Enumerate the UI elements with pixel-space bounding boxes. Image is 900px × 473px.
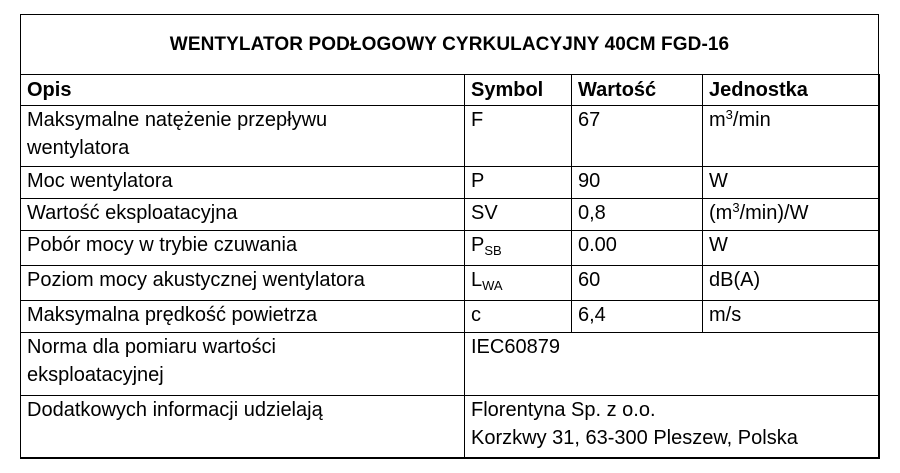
unit-sup: 3 [732,200,740,215]
header-jednostka: Jednostka [703,75,880,106]
cell-symbol: SV [465,199,572,231]
cell-symbol: P [465,167,572,199]
cell-wartosc: 90 [572,167,703,199]
header-symbol: Symbol [465,75,572,106]
unit-rest: /min)/W [739,202,809,224]
table-row [21,167,880,199]
cell-symbol: F [465,106,572,167]
table-row [21,231,880,266]
table-title: WENTYLATOR PODŁOGOWY CYRKULACYJNY 40CM FGD-16 [21,15,878,75]
cell-jednostka [703,106,880,167]
table-row [21,106,880,167]
cell-symbol: c [465,301,572,333]
table-row [21,396,880,459]
cell-symbol [465,231,572,266]
cell-norma: IEC60879 [465,333,880,396]
symbol-sub: WA [482,278,503,293]
unit-pre: (m [709,202,733,224]
unit-sup: 3 [725,107,733,122]
spec-table [20,74,880,459]
cell-opis: Pobór mocy w trybie czuwania [21,231,465,266]
cell-wartosc: 60 [572,266,703,301]
spec-table-frame [20,14,879,458]
cell-opis: Norma dla pomiaru wartości eksploatacyjnej [21,333,465,396]
table-row [21,333,880,396]
symbol-main: L [471,269,483,291]
table-row [21,199,880,231]
symbol-main: P [471,234,485,256]
unit-rest: /min [732,109,771,131]
cell-jednostka: dB(A) [703,266,880,301]
cell-opis: Wartość eksploatacyjna [21,199,465,231]
cell-jednostka: W [703,231,880,266]
cell-wartosc: 0,8 [572,199,703,231]
header-opis: Opis [21,75,465,106]
cell-opis: Maksymalna prędkość powietrza [21,301,465,333]
cell-opis: Moc wentylatora [21,167,465,199]
header-wartosc: Wartość [572,75,703,106]
cell-jednostka: m/s [703,301,880,333]
cell-jednostka: W [703,167,880,199]
cell-jednostka [703,199,880,231]
table-row [21,266,880,301]
table-row [21,301,880,333]
header-row [21,75,880,106]
cell-opis: Maksymalne natężenie przepływu wentylatora [21,106,465,167]
cell-symbol [465,266,572,301]
cell-wartosc: 6,4 [572,301,703,333]
cell-opis: Poziom mocy akustycznej wentylatora [21,266,465,301]
unit-main: m [709,109,726,131]
cell-wartosc: 67 [572,106,703,167]
symbol-sub: SB [484,243,502,258]
cell-wartosc: 0.00 [572,231,703,266]
cell-opis: Dodatkowych informacji udzielają [21,396,465,459]
cell-kontakt: Florentyna Sp. z o.o. Korzkwy 31, 63-300 Pleszew, Polska [465,396,880,459]
